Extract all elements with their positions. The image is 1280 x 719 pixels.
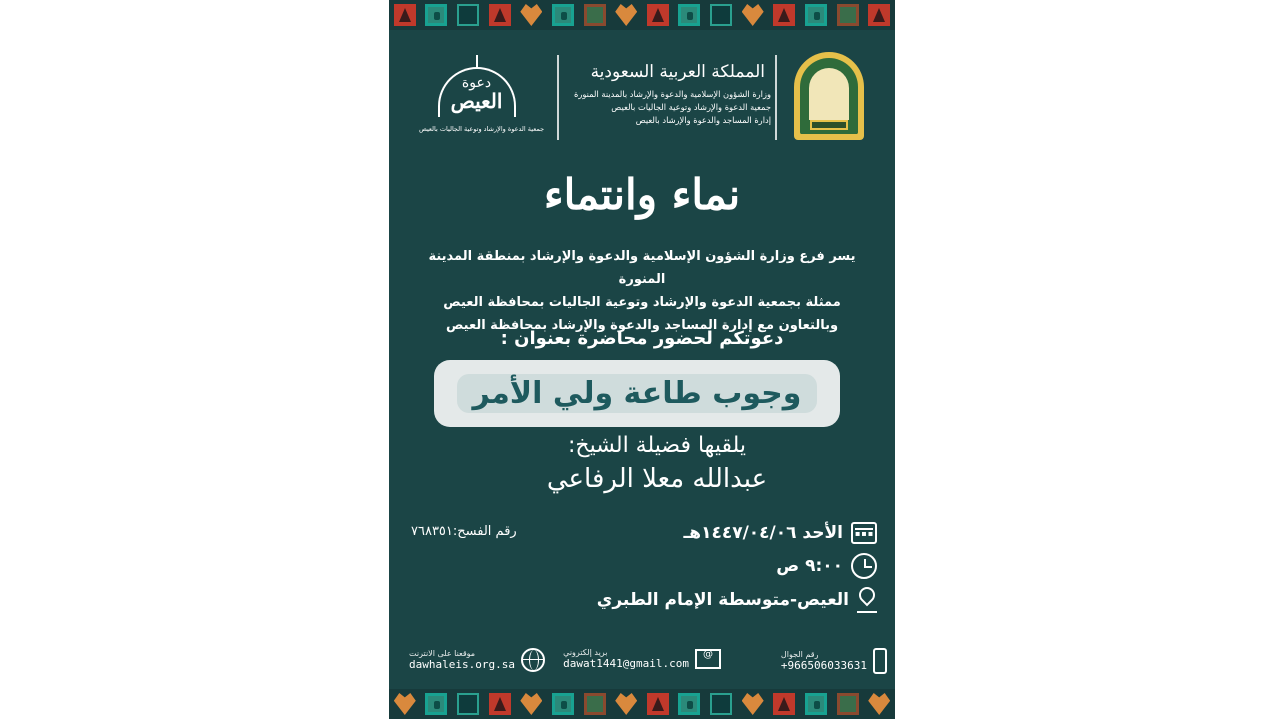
ministry-heading [561,62,771,127]
email-icon: @ [695,649,721,669]
border-tile [489,4,511,26]
border-tile [868,693,890,715]
website-url[interactable]: dawhaleis.org.sa [409,658,515,671]
border-tile [837,693,859,715]
location-pin-icon [857,587,877,613]
ministry-emblem-icon [794,52,864,140]
intro-line: ممثلة بجمعية الدعوة والإرشاد وتوعية الجاليات بمحافظة العيص [443,295,841,310]
intro-line: يسر فرع وزارة الشؤون الإسلامية والدعوة والإرشاد بمنطقة المدينة المنورة [428,249,856,287]
footer-phone [781,648,887,674]
decorative-border-top [389,0,895,30]
logo-line1: دعوة [461,75,492,91]
border-tile [425,4,447,26]
border-tile [647,693,669,715]
lecture-title: وجوب طاعة ولي الأمر [457,374,818,413]
border-tile [615,4,637,26]
website-label: موقعنا على الانترنت [409,649,476,658]
border-tile [615,693,637,715]
lecture-title-box [434,360,840,427]
border-tile [520,4,542,26]
clock-icon [851,553,877,579]
time-row [776,553,877,579]
border-tile [457,4,479,26]
footer-email [563,648,721,670]
border-tile [552,693,574,715]
header-divider [557,55,559,140]
email-label: بريد إلكتروني [563,648,608,657]
intro-text [409,245,875,337]
border-tile [394,4,416,26]
date-row [683,522,877,544]
invitation-text: دعوتكم لحضور محاضرة بعنوان : [500,328,784,349]
border-tile [584,693,606,715]
presenter-label: يلقيها فضيلة الشيخ: [567,433,746,458]
phone-icon [873,648,887,674]
dawah-association-logo [419,55,545,145]
footer-website [409,648,545,672]
ministry-line: إدارة المساجد والدعوة والإرشاد بالعيص [635,115,771,125]
calendar-icon [851,522,877,544]
email-address[interactable]: dawat1441@gmail.com [563,657,689,670]
border-tile [837,4,859,26]
presenter-name: عبدالله معلا الرفاعي [546,464,768,494]
phone-number[interactable]: +966506033631 [780,659,867,672]
event-location: العيص-متوسطة الإمام الطبري [596,590,849,610]
globe-icon [521,648,545,672]
phone-label: رقم الجوال [780,650,819,659]
ministry-line: جمعية الدعوة والإرشاد وتوعية الجاليات بالعيص [611,102,771,112]
border-tile [520,693,542,715]
border-tile [489,693,511,715]
event-poster [389,0,895,719]
location-row [597,587,877,613]
logo-line2: العيص [450,89,503,113]
border-tile [647,4,669,26]
decorative-border-bottom [389,689,895,719]
border-tile [584,4,606,26]
header-divider [775,55,777,140]
border-tile [710,4,732,26]
border-tile [552,4,574,26]
border-tile [457,693,479,715]
border-tile [805,693,827,715]
border-tile [425,693,447,715]
border-tile [773,4,795,26]
event-time: ٩:٠٠ ص [776,556,843,576]
event-date: الأحد ١٤٤٧/٠٤/٠٦هـ [683,523,843,543]
border-tile [394,693,416,715]
border-tile [678,4,700,26]
intro-line: وبالتعاون مع إدارة المساجد والدعوة والإرشاد بمحافظة العيص [445,318,839,333]
poster-title: نماء وانتماء [543,170,741,219]
dome-icon [432,55,522,117]
border-tile [678,693,700,715]
ministry-line: وزارة الشؤون الإسلامية والدعوة والإرشاد بالمدينة المنورة [573,89,771,99]
border-tile [773,693,795,715]
permit-number: رقم الفسح:٧٦٨٣٥١ [411,524,517,539]
border-tile [805,4,827,26]
border-tile [710,693,732,715]
border-tile [742,693,764,715]
border-tile [868,4,890,26]
border-tile [742,4,764,26]
kingdom-title: المملكة العربية السعودية [590,62,765,82]
logo-subtitle: جمعية الدعوة والإرشاد وتوعية الجاليات بالعيص [419,125,545,133]
